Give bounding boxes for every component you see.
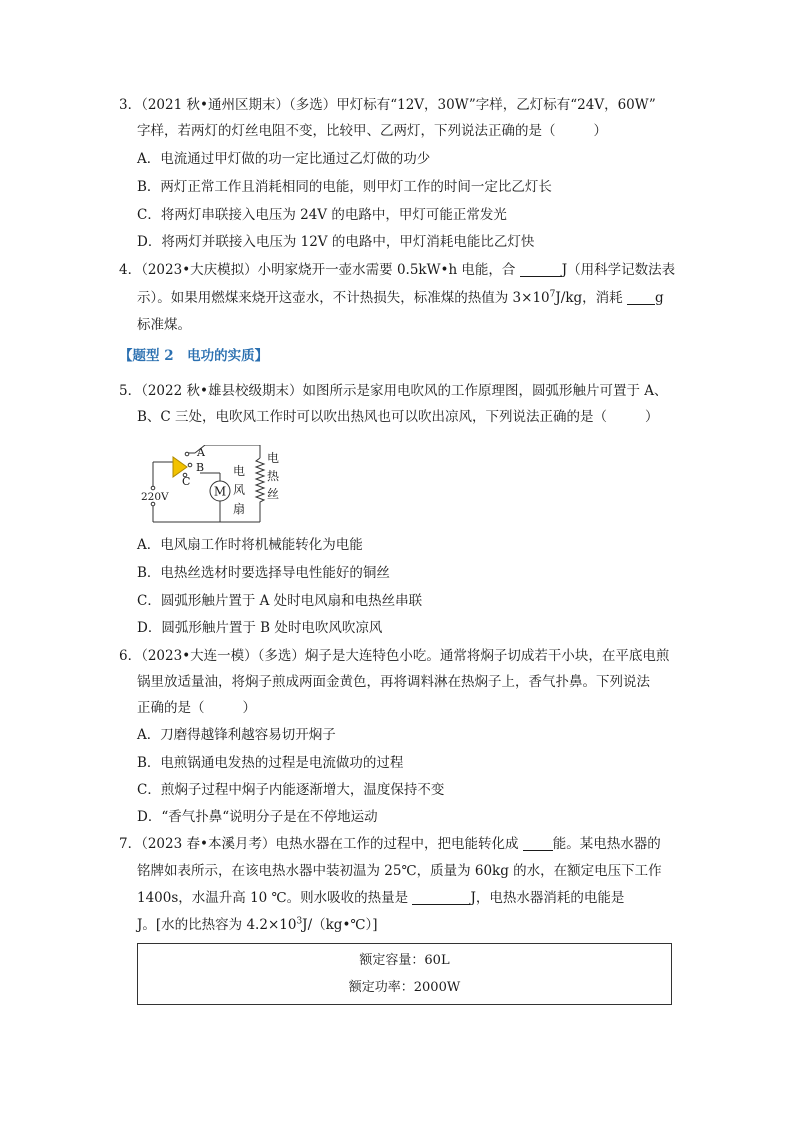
q5-text: B、C 三处，电吹风工作时可以吹出热风也可以吹出凉风，下列说法正确的是（ — [137, 409, 608, 425]
q7-stem-line3 — [137, 889, 624, 907]
spec-capacity: 额定容量：60L — [359, 953, 450, 968]
q7-text: 7．（2023 春•本溪月考）电热水器在工作的过程中，把电能转化成 — [119, 836, 519, 852]
q4-stem-line3: 标准煤。 — [137, 317, 191, 333]
q5-stem-line2 — [137, 408, 659, 426]
q4-stem-line2 — [137, 289, 664, 307]
exponent: 7 — [549, 289, 556, 300]
q6-option-d: D．“香气扑鼻“说明分子是在不停地运动 — [137, 809, 378, 825]
q5-option-d: D．圆弧形触片置于 B 处时电吹风吹凉风 — [137, 620, 383, 636]
heater-label-2: 热 — [267, 469, 280, 483]
q4-text: J（用科学记数法表 — [561, 262, 676, 278]
exponent: 3 — [296, 916, 303, 927]
q3-option-d: D．将两灯并联接入电压为 12V 的电路中，甲灯消耗电能比乙灯快 — [137, 234, 535, 250]
fill-blank[interactable] — [520, 262, 562, 277]
q3-option-c: C．将两灯串联接入电压为 24V 的电路中，甲灯可能正常发光 — [137, 207, 507, 223]
q6-stem-line1: 6．（2023•大连一模）（多选）焖子是大连特色小吃。通常将焖子切成若干小块，在平底电煎 — [119, 648, 670, 664]
q4-text: g — [654, 290, 664, 306]
q7-text: 1400s，水温升高 10 ℃。则水吸收的热量是 — [137, 890, 409, 906]
q6-option-c: C．煎焖子过程中焖子内能逐渐增大，温度保持不变 — [137, 782, 445, 798]
q4-text: J/kg，消耗 — [555, 290, 623, 306]
motor-label: M — [213, 484, 227, 499]
fan-label-3: 扇 — [233, 502, 246, 516]
q6-text: 正确的是（ — [137, 700, 205, 716]
q3-stem-text: 字样，若两灯的灯丝电阻不变，比较甲、乙两灯，下列说法正确的是（ — [137, 123, 556, 139]
q4-text: 示）。如果用燃煤来烧开这壶水，不计热损失，标准煤的热值为 3×10 — [137, 290, 550, 306]
q5-paren-close: ） — [645, 409, 659, 425]
fan-label-1: 电 — [233, 464, 246, 478]
q7-text: 能。某电热水器的 — [552, 836, 661, 852]
q6-option-a: A．刀磨得越锋利越容易切开焖子 — [137, 727, 336, 743]
q7-stem-line4 — [137, 916, 378, 934]
q6-stem-line2: 锅里放适量油，将焖子煎成两面金黄色，再将调料淋在热焖子上，香气扑鼻。下列说法 — [137, 674, 650, 690]
q3-stem-line2 — [137, 122, 607, 140]
q5-option-a: A．电风扇工作时将机械能转化为电能 — [137, 537, 363, 553]
fan-label-2: 风 — [233, 483, 246, 497]
heater-label-3: 丝 — [267, 487, 280, 501]
fill-blank[interactable] — [627, 290, 655, 305]
heater-label-1: 电 — [267, 451, 280, 465]
q7-stem-line1 — [119, 835, 661, 853]
nameplate-table — [137, 943, 672, 1005]
terminal-b-label: B — [196, 461, 205, 474]
q4-text: 4．（2023•大庆模拟）小明家烧开一壶水需要 0.5kW•h 电能，合 — [119, 262, 516, 278]
spec-power: 额定功率：2000W — [348, 980, 461, 995]
circuit-diagram — [140, 445, 290, 530]
terminal-c-label: C — [182, 475, 191, 488]
q7-text: J/（kg•℃）] — [302, 917, 378, 933]
q3-stem-line1: 3．（2021 秋•通州区期末）（多选）甲灯标有“12V，30W”字样，乙灯标有“24V，60W” — [119, 97, 656, 113]
fill-blank[interactable] — [412, 890, 470, 905]
q6-stem-line3 — [137, 699, 256, 717]
q7-text: J，电热水器消耗的电能是 — [470, 890, 625, 906]
q6-paren-close: ） — [242, 700, 256, 716]
q4-stem-line1 — [119, 261, 675, 279]
voltage-label: 220V — [141, 491, 169, 503]
q3-option-b: B．两灯正常工作且消耗相同的电能，则甲灯工作的时间一定比乙灯长 — [137, 179, 552, 195]
q3-paren-close: ） — [593, 123, 607, 139]
q3-option-a: A．电流通过甲灯做的功一定比通过乙灯做的功少 — [137, 151, 431, 167]
q5-option-c: C．圆弧形触片置于 A 处时电风扇和电热丝串联 — [137, 593, 423, 609]
fill-blank[interactable] — [523, 836, 553, 851]
q5-option-b: B．电热丝选材时要选择导电性能好的铜丝 — [137, 565, 390, 581]
q6-option-b: B．电煎锅通电发热的过程是电流做功的过程 — [137, 755, 404, 771]
q7-stem-line2: 铭牌如表所示，在该电热水器中装初温为 25℃，质量为 60kg 的水，在额定电压下工作 — [137, 863, 662, 879]
terminal-a-label: A — [197, 446, 205, 459]
section-heading: 【题型 2 电功的实质】 — [119, 348, 269, 364]
q7-text: J。[水的比热容为 4.2×10 — [137, 917, 297, 933]
q5-stem-line1: 5．（2022 秋•雄县校级期末）如图所示是家用电吹风的工作原理图，圆弧形触片可置于 A、 — [119, 383, 668, 399]
heater-resistor — [256, 458, 264, 505]
